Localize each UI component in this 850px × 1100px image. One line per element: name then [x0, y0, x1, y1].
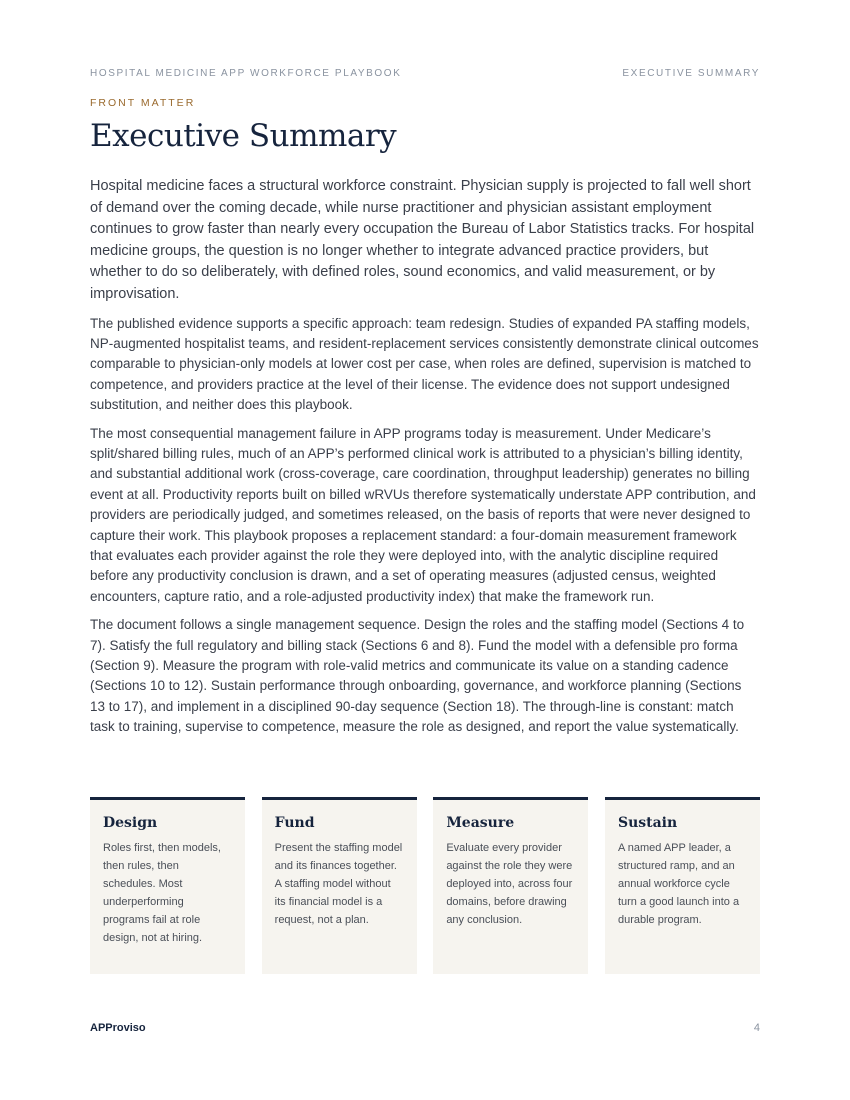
card-fund [262, 797, 417, 974]
card-text: Present the staffing model and its finances together. A staffing model without its financial model is a request, not a plan. [274, 842, 403, 926]
section-label: FRONT MATTER [90, 97, 196, 109]
card-text: Roles first, then models, then rules, then schedules. Most underperforming programs fail at role design, not at hiring. [103, 842, 221, 944]
card-text: A named APP leader, a structured ramp, and an annual workforce cycle turn a good launch into a durable program. [617, 842, 740, 926]
card-title: Sustain [617, 815, 678, 831]
page-title: Executive Summary [90, 118, 397, 154]
card-measure [433, 797, 588, 974]
summary-cards [90, 797, 760, 974]
body-text [90, 176, 760, 746]
body-paragraph: The document follows a single management sequence. Design the roles and the staffing model (Sections 4 to 7). Satisfy the full regulatory and billing stack (Sections 6 and 8). Fund the model with a defensible pro forma (Section 9). Measure the program with role-valid metrics and communicate its value on a standing cadence (Sections 10 to 12). Sustain performance through onboarding, governance, and workforce planning (Sections 13 to 17), and implement in a disciplined 90-day sequence (Section 18). The through-line is constant: match task to training, supervise to competence, measure the role as designed, and report the value systematically. [90, 617, 745, 735]
card-title: Measure [446, 815, 515, 831]
card-design [90, 797, 245, 974]
page-footer [90, 1022, 760, 1034]
card-title: Design [103, 815, 158, 831]
card-title: Fund [274, 815, 315, 831]
card-text: Evaluate every provider against the role they were deployed into, across four domains, before drawing any conclusion. [446, 842, 573, 926]
page-number: 4 [753, 1022, 760, 1034]
running-header [90, 68, 760, 79]
running-header-title: HOSPITAL MEDICINE APP WORKFORCE PLAYBOOK [90, 68, 402, 79]
running-header-section: EXECUTIVE SUMMARY [622, 68, 760, 79]
lead-paragraph: Hospital medicine faces a structural workforce constraint. Physician supply is projected to fall well short of demand over the coming decade, while nurse practitioner and physician assistant employment continues to grow faster than nearly every occupation the Bureau of Labor Statistics tracks. For hospital medicine groups, the question is no longer whether to integrate advanced practice providers, but whether to do so deliberately, with defined roles, sound economics, and valid measurement, or by improvisation. [90, 178, 755, 302]
brand-name: APProviso [90, 1022, 146, 1034]
body-paragraph: The published evidence supports a specific approach: team redesign. Studies of expanded PA staffing models, NP-augmented hospitalist teams, and resident-replacement services consistently demonstrate clinical outcomes comparable to physician-only models at lower cost per case, when roles are defined, supervision is matched to competence, and providers practice at the level of their license. The evidence does not support undesigned substitution, and neither does this playbook. [90, 315, 759, 413]
document-page [90, 0, 760, 1100]
body-paragraph: The most consequential management failure in APP programs today is measurement. Under Medicare’s split/shared billing rules, much of an APP’s performed clinical work is attributed to a physician’s billing identity, and substantial additional work (cross-coverage, care coordination, throughput leadership) generates no billing event at all. Productivity reports built on billed wRVUs therefore systematically understate APP contribution, and providers are periodically judged, and sometimes released, on the basis of reports that were never designed to capture their work. This playbook proposes a replacement standard: a four-domain measurement framework that evaluates each provider against the role they were deployed into, with the analytic discipline required before any productivity conclusion is drawn, and a set of operating measures (adjusted census, weighted encounters, capture ratio, and a role-adjusted productivity index) that make the framework run. [90, 425, 756, 604]
card-sustain [605, 797, 760, 974]
